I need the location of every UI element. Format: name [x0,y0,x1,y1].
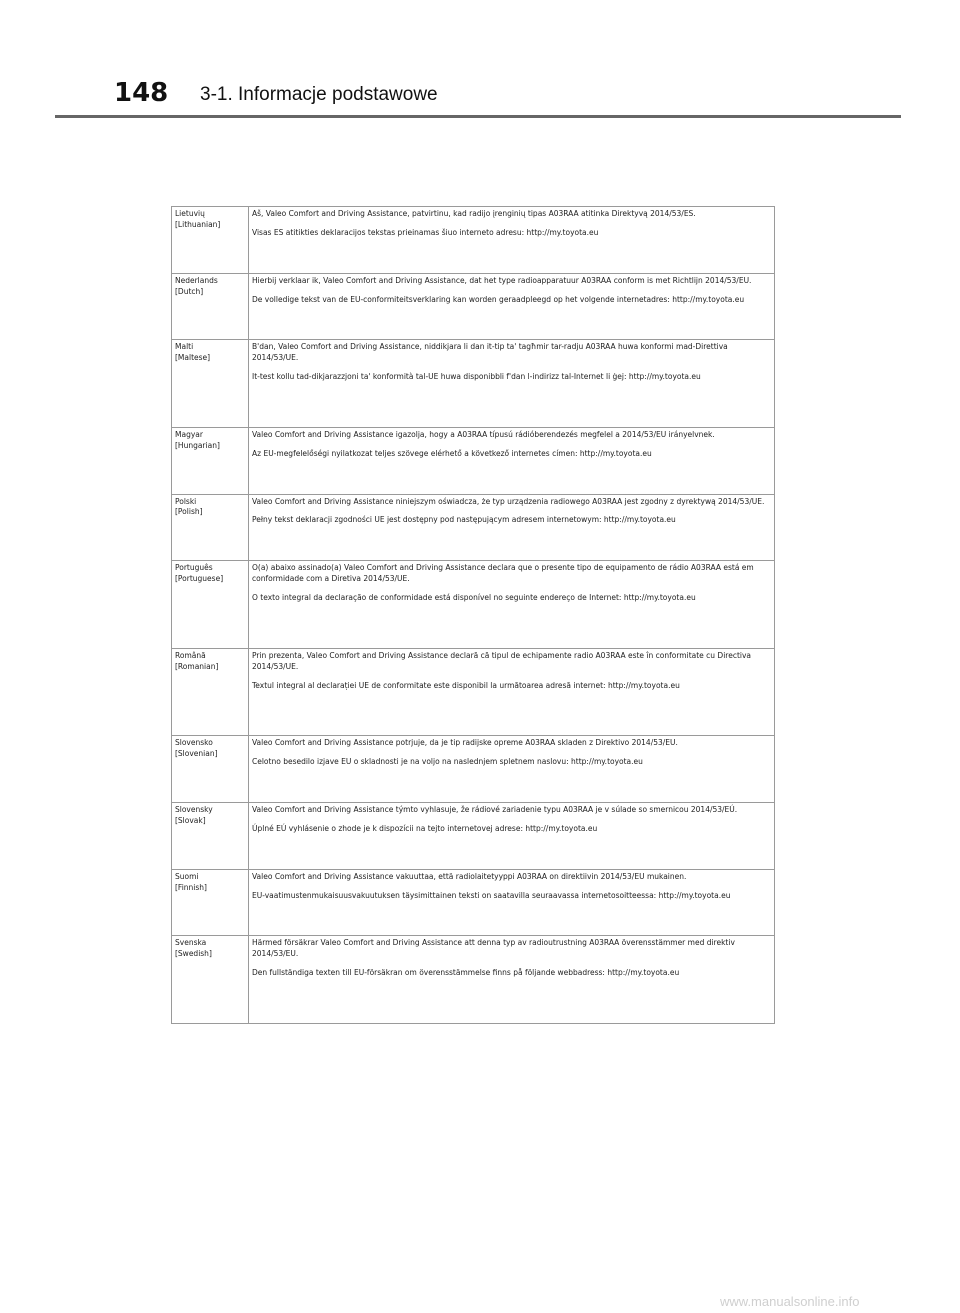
language-cell [172,869,249,936]
conformity-statement: Prin prezenta, Valeo Comfort and Driving Assistance declară că tipul de echipamente radio A03RAA este în conformitate cu Directiva 2014/53/UE. [252,650,752,671]
language-name: Português [175,563,213,573]
conformity-statement: Hierbij verklaar ik, Valeo Comfort and Driving Assistance, dat het type radioapparatuur A03RAA conform is met Richtlijn 2014/53/EU. [252,275,752,285]
conformity-statement: O(a) abaixo assinado(a) Valeo Comfort and Driving Assistance declara que o presente tipo de equipamento de rádio A03RAA está em conformidade com a Diretiva 2014/53/UE. [252,563,754,584]
language-english-name: [Polish] [175,507,203,517]
language-name: Nederlands [175,275,218,285]
language-cell [172,340,249,428]
declaration-url-note: De volledige tekst van de EU-conformiteitsverklaring kan worden geraadpleegd op het volgende internetadres: http://my.toyota.eu [252,294,745,304]
language-cell [172,648,249,736]
declaration-url-note: EU-vaatimustenmukaisuusvakuutuksen täysimittainen teksti on saatavilla seuraavassa internetosoitteessa: http://my.toyota.eu [252,890,731,900]
declaration-url-note: Textul integral al declarației UE de conformitate este disponibil la următoarea adresă internet: http://my.toyota.eu [252,680,680,690]
language-cell [172,427,249,494]
language-english-name: [Romanian] [175,661,219,671]
language-english-name: [Lithuanian] [175,219,221,229]
declaration-text-cell [249,427,775,494]
language-name: Suomi [175,871,199,881]
language-name: Polski [175,496,197,506]
declaration-url-note: O texto integral da declaração de conformidade está disponível no seguinte endereço de Internet: http://my.toyota.eu [252,592,696,602]
language-english-name: [Slovak] [175,815,206,825]
page-header [0,0,960,120]
language-english-name: [Swedish] [175,949,212,959]
declaration-text-cell [249,736,775,803]
declaration-row [172,273,775,340]
language-name: Lietuvių [175,209,205,218]
conformity-statement: B'dan, Valeo Comfort and Driving Assistance, niddikjara li dan it-tip ta' tagħmir tar-radju A03RAA huwa konformi mad-Direttiva 2014/53/UE. [252,342,728,363]
declaration-text-cell [249,803,775,870]
declaration-text-cell [249,648,775,736]
page-number: 148 [114,78,169,108]
declaration-text-cell [249,561,775,649]
conformity-statement: Härmed försäkrar Valeo Comfort and Driving Assistance att denna typ av radioutrustning A03RAA överensstämmer med direktiv 2014/53/EU. [252,938,735,959]
language-english-name: [Portuguese] [175,574,224,584]
header-divider [55,115,901,118]
declaration-text-cell [249,936,775,1024]
language-english-name: [Maltese] [175,353,211,363]
conformity-statement: Valeo Comfort and Driving Assistance týmto vyhlasuje, že rádiové zariadenie typu A03RAA je v súlade so smernicou 2014/53/EÚ. [252,805,738,814]
language-cell [172,561,249,649]
declaration-row [172,869,775,936]
declaration-url-note: It-test kollu tad-dikjarazzjoni ta' konformità tal-UE huwa disponibbli f'dan l-indirizz tal-Internet li ġej: http://my.toyota.eu [252,372,701,382]
conformity-statement: Aš, Valeo Comfort and Driving Assistance, patvirtinu, kad radijo įrenginių tipas A03RAA atitinka Direktyvą 2014/53/ES. [252,209,696,218]
language-cell [172,494,249,561]
section-title: 3-1. Informacje podstawowe [200,84,438,105]
language-name: Svenska [175,938,207,948]
declaration-row [172,427,775,494]
conformity-statement: Valeo Comfort and Driving Assistance potrjuje, da je tip radijske opreme A03RAA skladen z Direktivo 2014/53/EU. [252,738,678,748]
language-english-name: [Slovenian] [175,749,218,759]
declaration-row [172,648,775,736]
language-name: Slovensko [175,738,213,748]
conformity-statement: Valeo Comfort and Driving Assistance niniejszym oświadcza, że typ urządzenia radiowego A03RAA jest zgodny z dyrektywą 2014/53/UE. [252,496,765,506]
declaration-url-note: Den fullständiga texten till EU-försäkran om överensstämmelse finns på följande webbadress: http://my.toyota.eu [252,968,680,978]
language-cell [172,273,249,340]
declarations-table [171,206,775,1024]
language-name: Slovensky [175,805,213,814]
language-english-name: [Hungarian] [175,440,220,450]
declaration-text-cell [249,340,775,428]
declaration-url-note: Celotno besedilo izjave EU o skladnosti je na voljo na naslednjem spletnem naslovu: http://my.toyota.eu [252,757,643,767]
declaration-text-cell [249,494,775,561]
declaration-url-note: Úplné EÚ vyhlásenie o zhode je k dispozícii na tejto internetovej adrese: http://my.toyota.eu [252,823,598,833]
language-cell [172,803,249,870]
declaration-row [172,207,775,274]
language-cell [172,736,249,803]
declaration-text-cell [249,273,775,340]
declaration-row [172,736,775,803]
conformity-statement: Valeo Comfort and Driving Assistance igazolja, hogy a A03RAA típusú rádióberendezés megfelel a 2014/53/EU irányelvnek. [252,429,715,439]
declarations-table-body [172,207,775,1024]
declaration-row [172,936,775,1024]
language-cell [172,936,249,1024]
declaration-url-note: Az EU-megfelelőségi nyilatkozat teljes szövege elérhető a következő internetes címen: http://my.toyota.eu [252,448,652,458]
declaration-url-note: Pełny tekst deklaracji zgodności UE jest dostępny pod następującym adresem internetowym: http://my.toyota.eu [252,515,676,525]
language-english-name: [Finnish] [175,882,207,892]
declaration-row [172,494,775,561]
language-name: Română [175,650,206,660]
footer-watermark: www.manualsonline.info [720,1294,860,1309]
language-name: Magyar [175,429,203,439]
declaration-row [172,803,775,870]
language-name: Malti [175,342,194,352]
declaration-row [172,340,775,428]
declaration-url-note: Visas ES atitikties deklaracijos tekstas prieinamas šiuo interneto adresu: http://my.toyota.eu [252,227,599,237]
declaration-text-cell [249,869,775,936]
declaration-row [172,561,775,649]
language-cell [172,207,249,274]
conformity-statement: Valeo Comfort and Driving Assistance vakuuttaa, että radiolaitetyyppi A03RAA on direktiivin 2014/53/EU mukainen. [252,871,687,881]
language-english-name: [Dutch] [175,286,204,296]
declaration-text-cell [249,207,775,274]
